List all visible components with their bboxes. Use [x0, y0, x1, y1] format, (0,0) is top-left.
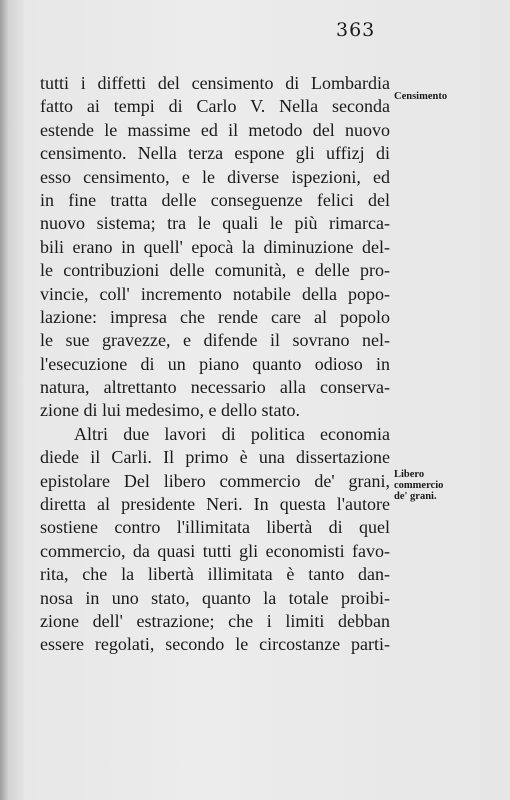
text-line: le sue gravezze, e difende il sovrano nel- [40, 330, 390, 351]
margin-note-line: de' grani. [394, 491, 437, 502]
margin-note-line: Libero [394, 469, 425, 480]
text-line: esso censimento, e le diverse ispezioni, ed [40, 166, 390, 187]
text-line: essere regolati, secondo le circostanze parti- [40, 634, 390, 655]
text-line: sostiene contro l'illimitata libertà di quel [40, 517, 390, 538]
text-line: estende le massime ed il metodo del nuovo [40, 119, 390, 140]
text-line: vincie, coll' incremento notabile della popo- [40, 283, 390, 304]
text-line: in fine tratta delle conseguenze felici del [40, 189, 390, 210]
page-edge-shadow [0, 0, 8, 800]
page-number: 363 [336, 19, 376, 41]
text-line: Altri due lavori di politica economia [74, 423, 390, 444]
text-line: zione dell' estrazione; che i limiti debban [40, 610, 390, 631]
text-line: l'esecuzione di un piano quanto odioso in [40, 353, 390, 374]
text-line: le contribuzioni delle comunità, e delle pro- [40, 260, 390, 281]
margin-note-libero-commercio [394, 469, 504, 502]
text-line: natura, altrettanto necessario alla conserva- [40, 377, 390, 398]
text-line: nosa in uno stato, quanto la totale proibi- [40, 587, 390, 608]
body-text [40, 72, 390, 657]
margin-note-line: Censimento [394, 91, 448, 102]
text-line: censimento. Nella terza espone gli uffizj di [40, 143, 390, 164]
paragraph-2 [40, 423, 390, 657]
text-line: nuovo sistema; tra le quali le più rimarca- [40, 213, 390, 234]
text-line: bili erano in quell' epocà la diminuzione del- [40, 236, 390, 257]
text-line: tutti i diffetti del censimento di Lombardia [40, 73, 390, 93]
text-line: rita, che la libertà illimitata è tanto dan- [40, 564, 390, 585]
paragraph-1 [40, 72, 390, 423]
margin-note-line: commercio [394, 480, 444, 491]
text-line: lazione: impresa che rende care al popolo [40, 306, 390, 327]
margin-note-censimento [394, 91, 504, 102]
text-line: zione di lui medesimo, e dello stato. [40, 400, 300, 421]
text-line: fatto ai tempi di Carlo V. Nella seconda [40, 96, 390, 117]
text-line: diretta al presidente Neri. In questa l'autore [40, 494, 390, 515]
text-line: diede il Carli. Il primo è una dissertazione [40, 447, 390, 468]
text-line: epistolare Del libero commercio de' grani, [40, 470, 390, 491]
text-line: commercio, da quasi tutti gli economisti favo- [40, 540, 390, 561]
